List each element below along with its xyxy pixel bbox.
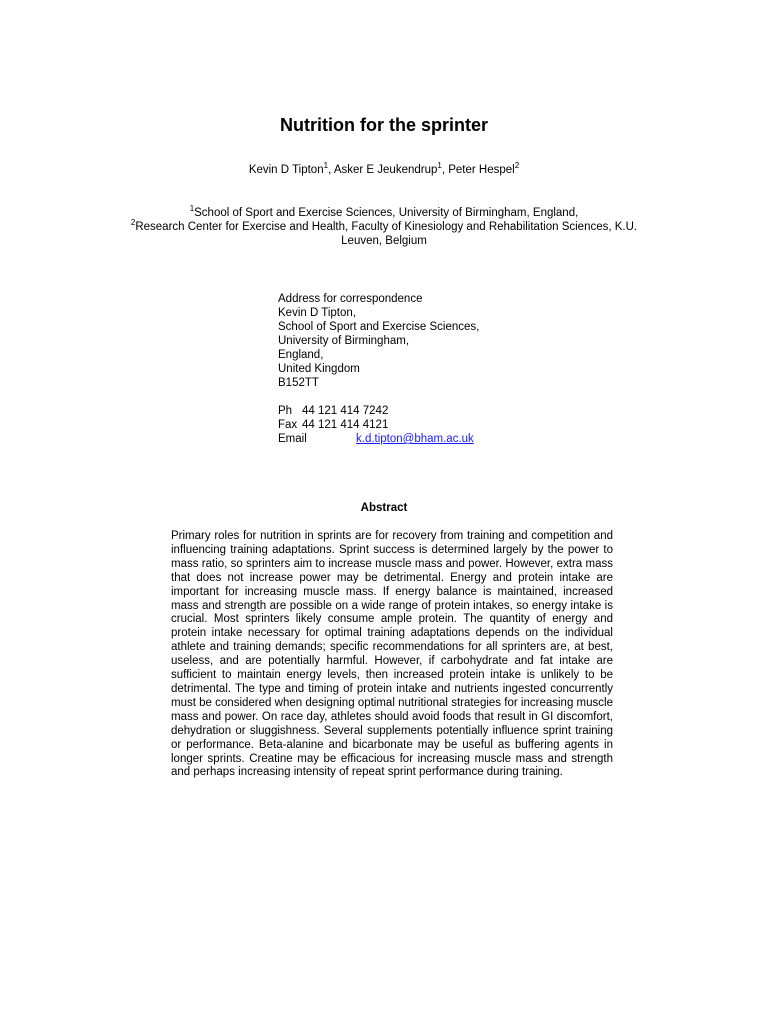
- abstract-heading: Abstract: [360, 502, 408, 514]
- email-row: [278, 432, 578, 446]
- affiliation-2: Research Center for Exercise and Health, Faculty of Kinesiology and Rehabilitation Sciences, K.U. Leuven, Belgium: [135, 221, 638, 247]
- author-separator: ,: [328, 164, 334, 176]
- affiliation-1: School of Sport and Exercise Sciences, University of Birmingham, England,: [194, 207, 579, 219]
- correspondence-line: Kevin D Tipton,: [278, 307, 356, 319]
- correspondence-line: England,: [278, 349, 324, 361]
- author-name: Peter Hespel: [448, 164, 515, 176]
- author-affiliation-marker: 1: [437, 161, 442, 171]
- phone-number: 44 121 414 7242: [302, 405, 389, 417]
- author-list: [0, 161, 768, 176]
- correspondence-line: Address for correspondence: [278, 293, 423, 305]
- phone-row: [278, 404, 578, 418]
- author-affiliation-marker: 2: [514, 161, 520, 171]
- affiliation-marker: 2: [130, 218, 136, 228]
- fax-number: 44 121 414 4121: [302, 419, 389, 431]
- correspondence-line: School of Sport and Exercise Sciences,: [278, 321, 480, 333]
- correspondence-block: [278, 292, 578, 446]
- author-name: Asker E Jeukendrup: [333, 164, 438, 176]
- abstract-text: Primary roles for nutrition in sprints are for recovery from training and competition and influencing training adaptations. Sprint success is determined largely by the power to mass ratio, so sprinters aim to increase muscle mass and power. However, extra mass that does not increase power may be detrimental. Energy and protein intake are important for increasing muscle mass. If energy balance is maintained, increased mass and strength are possible on a wide range of protein intakes, so energy intake is crucial. Most sprinters likely consume ample protein. The quantity of energy and protein intake necessary for optimal training adaptations depends on the individual athlete and training demands; specific recommendations for all sprinters are, at best, useless, and are potentially harmful. However, if carbohydrate and fat intake are sufficient to maintain energy levels, then increased protein intake is unlikely to be detrimental. The type and timing of protein intake and nutrients ingested concurrently must be considered when designing optimal nutritional strategies for increasing muscle mass and power. On race day, athletes should avoid foods that result in GI discomfort, dehydration or sluggishness. Several supplements potentially influence sprint training or performance. Beta-alanine and bicarbonate may be useful as buffering agents in longer sprints. Creatine may be efficacious for increasing muscle mass and strength and perhaps increasing intensity of repeat sprint performance during training.: [171, 530, 613, 779]
- correspondence-line: University of Birmingham,: [278, 335, 410, 347]
- fax-row: [278, 418, 578, 432]
- author-name: Kevin D Tipton: [248, 164, 324, 176]
- affiliations: [120, 206, 648, 248]
- phone-label: Ph: [278, 405, 293, 417]
- author-affiliation-marker: 1: [323, 161, 329, 171]
- paper-title: Nutrition for the sprinter: [280, 115, 488, 135]
- affiliation-marker: 1: [189, 204, 195, 214]
- fax-label: Fax: [278, 419, 298, 431]
- correspondence-line: United Kingdom: [278, 363, 360, 375]
- author-separator: ,: [441, 164, 449, 176]
- email-label: Email: [278, 433, 307, 445]
- email-link[interactable]: k.d.tipton@bham.ac.uk: [356, 433, 474, 445]
- correspondence-line: B152TT: [278, 377, 319, 389]
